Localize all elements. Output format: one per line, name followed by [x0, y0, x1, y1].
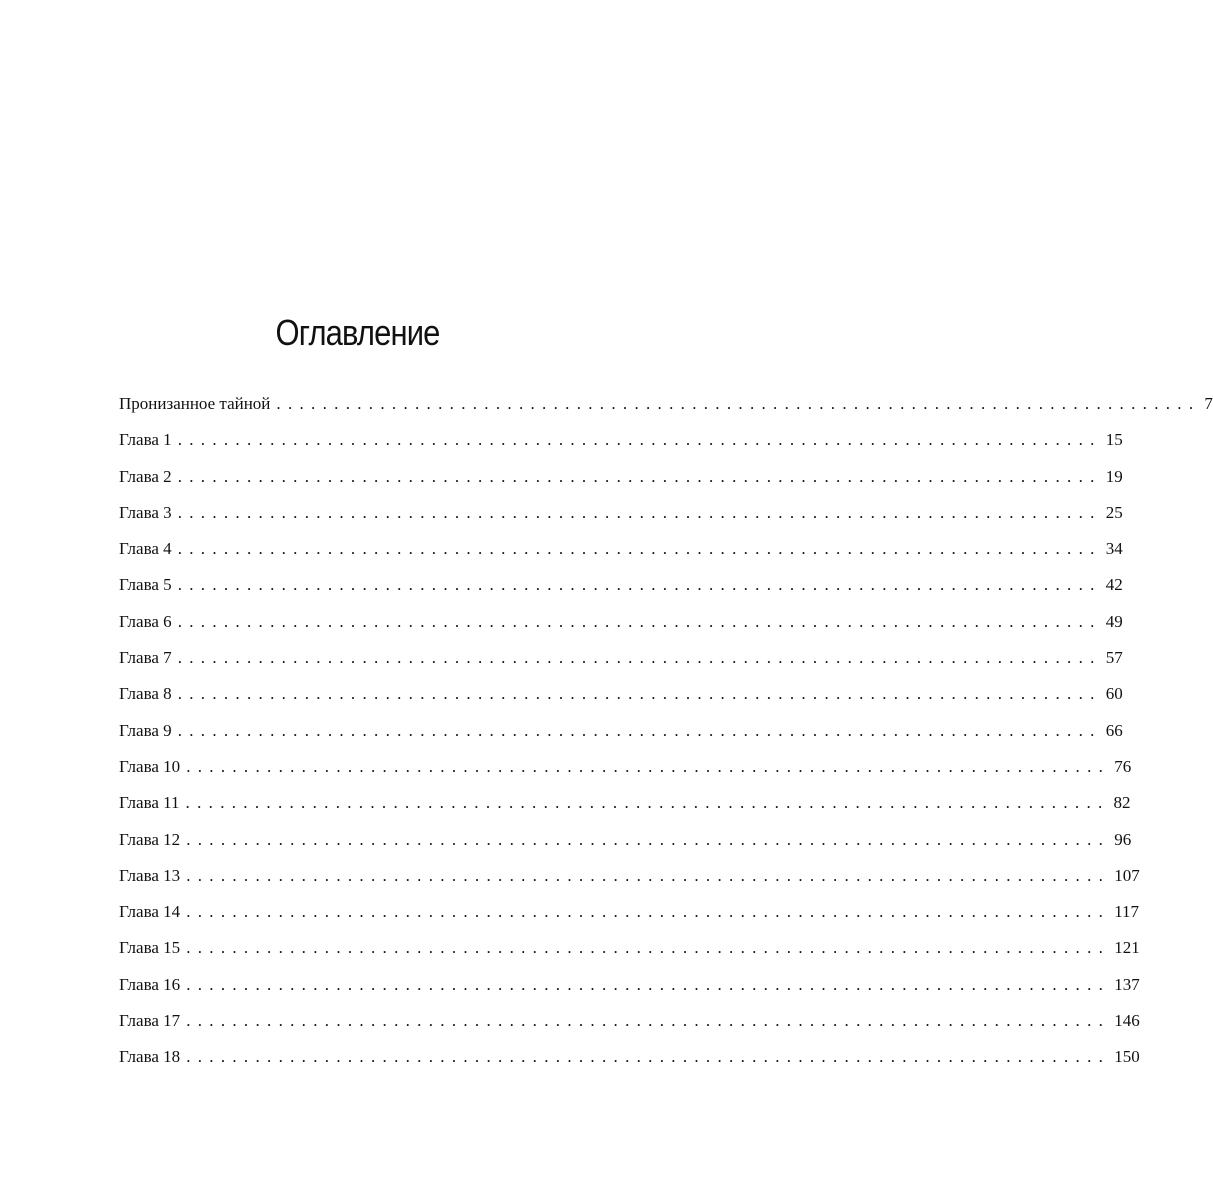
toc-entry[interactable] [119, 862, 1140, 898]
toc-entry-label: Глава 18 [119, 1047, 181, 1067]
toc-entry[interactable] [119, 644, 1123, 680]
page-title: Оглавление [275, 312, 440, 353]
toc-entry-page: 15 [1105, 430, 1123, 450]
toc-entry[interactable] [119, 934, 1140, 970]
toc-entry-label: Глава 1 [119, 430, 172, 450]
toc-entry[interactable] [119, 1043, 1140, 1079]
toc-entry-label: Глава 2 [119, 466, 172, 486]
toc-entry-page: 121 [1114, 938, 1140, 958]
toc-entry-label: Глава 8 [119, 684, 172, 704]
toc-dot-leader: ................................................................................ [177, 466, 1102, 486]
toc-entry[interactable] [119, 571, 1123, 607]
toc-dot-leader: ................................................................................ [177, 720, 1102, 740]
toc-dot-leader: ................................................................................ [177, 575, 1102, 595]
toc-entry-page: 146 [1114, 1011, 1140, 1031]
toc-entry-label: Глава 16 [119, 974, 181, 994]
toc-entry-page: 57 [1105, 648, 1123, 668]
toc-entry-page: 137 [1114, 974, 1140, 994]
toc-entry-page: 19 [1105, 466, 1123, 486]
toc-entry-label: Глава 5 [119, 575, 172, 595]
toc-entry-page: 49 [1105, 611, 1123, 631]
toc-entry-label: Глава 14 [119, 902, 181, 922]
toc-entry[interactable] [119, 463, 1123, 499]
toc-dot-leader: ................................................................................ [177, 430, 1102, 450]
toc-dot-leader: ................................................................................ [186, 1047, 1111, 1067]
toc-dot-leader: ................................................................................ [177, 611, 1102, 631]
toc-dot-leader: ................................................................................ [186, 902, 1111, 922]
toc-entry-label: Глава 12 [119, 829, 181, 849]
toc-entry[interactable] [119, 608, 1123, 644]
toc-entry-page: 60 [1105, 684, 1123, 704]
toc-entry-label: Глава 11 [119, 793, 180, 813]
toc-dot-leader: ................................................................................ [186, 829, 1111, 849]
toc-entry[interactable] [119, 680, 1123, 716]
toc-entry[interactable] [119, 1007, 1140, 1043]
toc-dot-leader: ................................................................................ [186, 938, 1111, 958]
toc-entry-label: Пронизанное тайной [119, 394, 271, 413]
toc-dot-leader: ................................................................................ [186, 1011, 1111, 1031]
toc-entry[interactable] [119, 499, 1123, 535]
table-of-contents [119, 390, 1213, 1080]
toc-entry-page: 96 [1114, 829, 1132, 849]
toc-entry-label: Глава 13 [119, 865, 181, 885]
toc-entry-page: 66 [1105, 720, 1123, 740]
toc-dot-leader: ................................................................................ [276, 394, 1201, 413]
toc-entry-label: Глава 3 [119, 502, 172, 522]
toc-entry-page: 76 [1114, 756, 1132, 776]
toc-entry[interactable] [119, 971, 1140, 1007]
toc-entry-label: Глава 15 [119, 938, 181, 958]
toc-entry[interactable] [119, 717, 1123, 753]
toc-entry-page: 117 [1114, 902, 1140, 922]
toc-entry[interactable] [119, 826, 1132, 862]
toc-entry[interactable] [119, 789, 1131, 825]
toc-dot-leader: ................................................................................ [186, 865, 1111, 885]
toc-entry-page: 34 [1105, 539, 1123, 559]
toc-entry-page: 107 [1114, 865, 1140, 885]
toc-entry-page: 7 [1204, 394, 1213, 413]
toc-entry[interactable] [119, 898, 1140, 934]
toc-entry-label: Глава 7 [119, 648, 172, 668]
toc-entry[interactable] [119, 390, 1213, 426]
toc-entry[interactable] [119, 426, 1123, 462]
toc-dot-leader: ................................................................................ [177, 502, 1102, 522]
toc-dot-leader: ................................................................................ [177, 684, 1102, 704]
toc-entry-page: 150 [1114, 1047, 1140, 1067]
toc-dot-leader: ................................................................................ [186, 974, 1111, 994]
toc-entry[interactable] [119, 753, 1132, 789]
toc-entry-label: Глава 6 [119, 611, 172, 631]
toc-dot-leader: ................................................................................ [186, 756, 1111, 776]
toc-entry-label: Глава 17 [119, 1011, 181, 1031]
toc-entry-page: 42 [1105, 575, 1123, 595]
toc-entry-label: Глава 9 [119, 720, 172, 740]
toc-entry-page: 25 [1105, 502, 1123, 522]
toc-entry-label: Глава 10 [119, 756, 181, 776]
toc-entry-label: Глава 4 [119, 539, 172, 559]
toc-dot-leader: ................................................................................ [177, 539, 1102, 559]
toc-dot-leader: ................................................................................ [185, 793, 1110, 813]
toc-entry-page: 82 [1113, 793, 1131, 813]
toc-dot-leader: ................................................................................ [177, 648, 1102, 668]
toc-entry[interactable] [119, 535, 1123, 571]
